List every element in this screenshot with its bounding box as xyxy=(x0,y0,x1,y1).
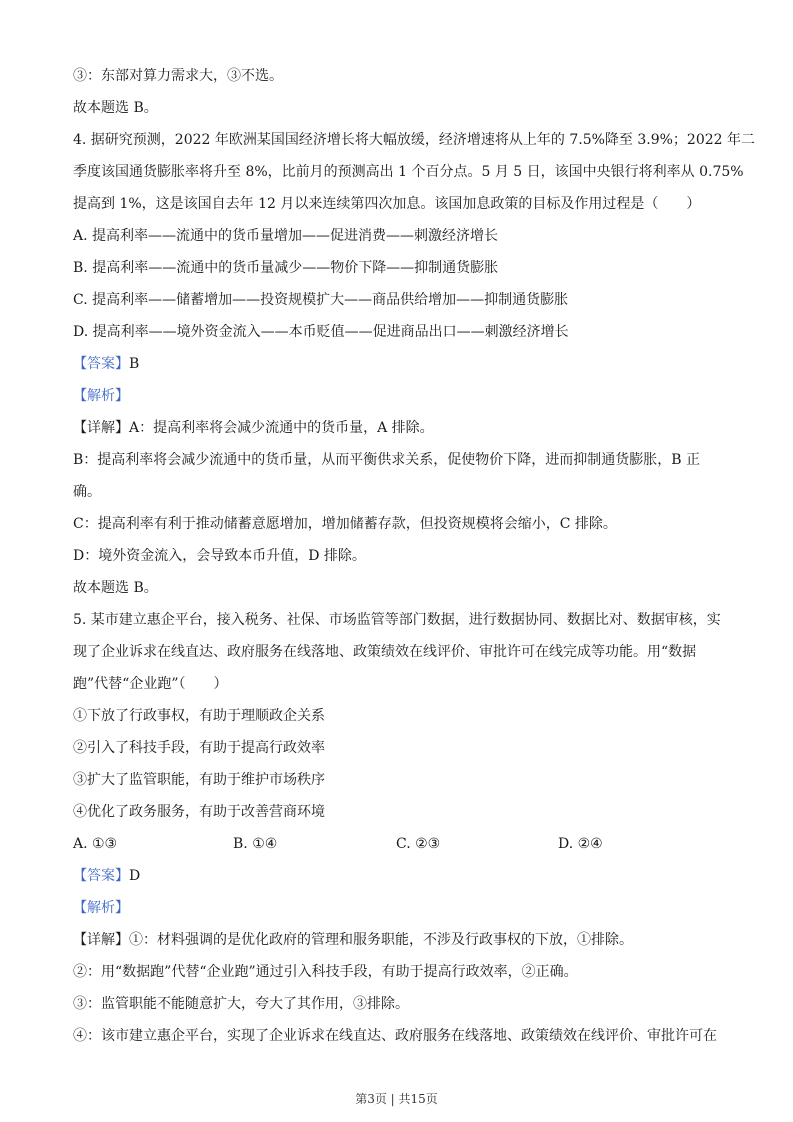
answer-line xyxy=(73,867,723,885)
analysis-tag: 【解析】 xyxy=(73,900,129,916)
analysis-tag: 【解析】 xyxy=(73,388,129,404)
question-5-stem: 5. 某市建立惠企平台，接入税务、社保、市场监管等部门数据，进行数据协同、数据比对、数据审核，实 xyxy=(73,612,721,628)
detail-text: ①：材料强调的是优化政府的管理和服务职能，不涉及行政事权的下放，①排除。 xyxy=(129,932,633,948)
option-c: C. 提高利率——储蓄增加——投资规模扩大——商品供给增加——抑制通货膨胀 xyxy=(73,292,569,308)
option-a: A. ①③ xyxy=(73,836,118,852)
detail-line xyxy=(73,931,723,949)
answer-tag: 【答案】 xyxy=(73,868,129,884)
text-line: B：提高利率将会减少流通中的货币量，从而平衡供求关系，促使物价下降，进而抑制通货膨胀，B 正 xyxy=(73,452,701,468)
question-4-stem: 提高到 1%，这是该国自去年 12 月以来连续第四次加息。该国加息政策的目标及作用过程是（ ） xyxy=(73,196,701,212)
text-line: ②：用“数据跑”代替“企业跑”通过引入科技手段，有助于提高行政效率，②正确。 xyxy=(73,964,578,980)
answer-value: B xyxy=(129,356,140,372)
option-b: B. ①④ xyxy=(233,836,278,852)
text-line: 故本题选 B。 xyxy=(73,580,158,596)
option-c: C. ②③ xyxy=(396,836,441,852)
detail-tag: 【详解】 xyxy=(73,932,129,948)
question-4-stem: 季度该国通货膨胀率将升至 8%，比前月的预测高出 1 个百分点。5 月 5 日，该国中央银行将利率从 0.75% xyxy=(73,164,744,180)
statement-4: ④优化了政务服务，有助于改善营商环境 xyxy=(73,804,325,820)
statement-3: ③扩大了监管职能，有助于维护市场秩序 xyxy=(73,772,325,788)
detail-text: A：提高利率将会减少流通中的货币量，A 排除。 xyxy=(129,420,434,436)
answer-value: D xyxy=(129,868,141,884)
text-line: C：提高利率有利于推动储蓄意愿增加，增加储蓄存款，但投资规模将会缩小，C 排除。 xyxy=(73,516,617,532)
text-line: ④：该市建立惠企平台，实现了企业诉求在线直达、政府服务在线落地、政策绩效在线评价、审批许可在 xyxy=(73,1028,717,1044)
detail-tag: 【详解】 xyxy=(73,420,129,436)
question-4-stem: 4. 据研究预测，2022 年欧洲某国国经济增长将大幅放缓，经济增速将从上年的 7.5%降至 3.9%；2022 年二 xyxy=(73,132,755,148)
text-line: ③：监管职能不能随意扩大，夸大了其作用，③排除。 xyxy=(73,996,409,1012)
question-5-stem: 跑”代替“企业跑”（ ） xyxy=(73,676,228,692)
option-d: D. ②④ xyxy=(558,836,603,852)
option-a: A. 提高利率——流通中的货币量增加——促进消费——刺激经济增长 xyxy=(73,228,499,244)
answer-line xyxy=(73,355,723,373)
text-line: ③：东部对算力需求大，③不选。 xyxy=(73,68,283,84)
statement-2: ②引入了科技手段，有助于提高行政效率 xyxy=(73,740,325,756)
question-5-stem: 现了企业诉求在线直达、政府服务在线落地、政策绩效在线评价、审批许可在线完成等功能。用“数据 xyxy=(73,644,697,660)
option-d: D. 提高利率——境外资金流入——本币贬值——促进商品出口——刺激经济增长 xyxy=(73,324,569,340)
text-line: 确。 xyxy=(73,484,101,500)
option-b: B. 提高利率——流通中的货币量减少——物价下降——抑制通货膨胀 xyxy=(73,260,499,276)
statement-1: ①下放了行政事权，有助于理顺政企关系 xyxy=(73,708,325,724)
detail-line xyxy=(73,419,723,437)
page-footer: 第3页 | 共15页 xyxy=(355,1092,438,1106)
text-line: D：境外资金流入，会导致本币升值，D 排除。 xyxy=(73,548,366,564)
answer-tag: 【答案】 xyxy=(73,356,129,372)
text-line: 故本题选 B。 xyxy=(73,100,158,116)
